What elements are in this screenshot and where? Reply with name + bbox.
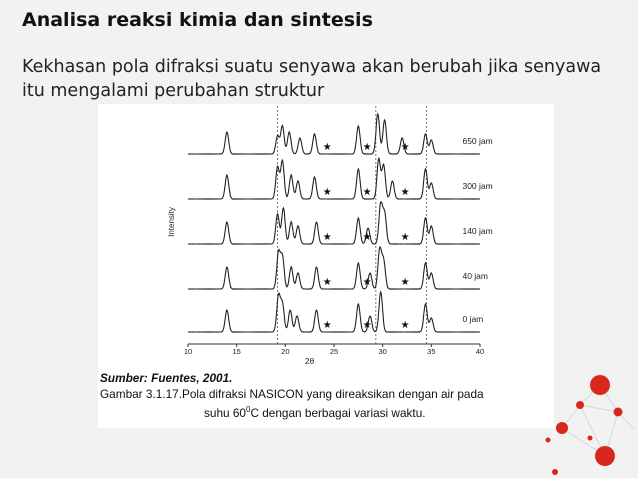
caption-line-temperature: suhu $60^0C$ dengan berbagai variasi waktu.: [204, 405, 426, 420]
star-marker: ★: [400, 277, 410, 288]
x-axis-label: 2θ: [304, 356, 315, 366]
star-marker: ★: [362, 187, 372, 198]
xrd-trace: [188, 202, 480, 244]
star-marker: ★: [322, 142, 332, 153]
trace-label: 650 jam: [462, 136, 493, 146]
x-tick-label: 20: [281, 347, 290, 356]
x-tick-label: 15: [232, 347, 241, 356]
sphere-icon: [546, 438, 551, 443]
caption-line: Gambar 3.1.17.Pola difraksi NASICON yang direaksikan dengan air pada: [100, 387, 484, 401]
star-marker: ★: [362, 142, 372, 153]
xrd-trace: [188, 292, 480, 332]
x-tick-label: 35: [427, 347, 436, 356]
caption-source: Sumber: Fuentes, 2001.: [100, 371, 233, 385]
x-tick-label: 10: [183, 347, 193, 356]
star-marker: ★: [400, 320, 410, 331]
star-marker: ★: [322, 232, 332, 243]
x-tick-label: 30: [378, 347, 387, 356]
trace-label: 300 jam: [462, 181, 493, 191]
xrd-trace: [188, 114, 480, 154]
star-marker: ★: [400, 142, 410, 153]
sphere-icon: [576, 401, 584, 409]
star-marker: ★: [400, 187, 410, 198]
molecule-decoration: [530, 360, 638, 478]
sphere-icon: [552, 469, 558, 475]
sphere-icon: [588, 436, 593, 441]
xrd-trace: [188, 158, 480, 199]
trace-label: 40 jam: [462, 271, 488, 281]
xrd-chart: [98, 104, 554, 370]
star-marker: ★: [362, 232, 372, 243]
y-axis-label: Intensity: [167, 207, 176, 237]
figure-caption: [98, 370, 554, 421]
slide-body: Kekhasan pola difraksi suatu senyawa akan berubah jika senyawa itu mengalami perubahan struktur: [22, 57, 602, 101]
sphere-icon: [614, 408, 623, 417]
star-marker: ★: [322, 320, 332, 331]
star-marker: ★: [362, 277, 372, 288]
sphere-icon: [556, 422, 568, 434]
x-tick-label: 25: [329, 347, 339, 356]
sphere-icon: [590, 375, 610, 395]
star-marker: ★: [400, 232, 410, 243]
trace-label: 0 jam: [462, 314, 484, 324]
sphere-icon: [595, 446, 615, 466]
xrd-trace: [188, 247, 480, 289]
star-marker: ★: [362, 320, 372, 331]
star-marker: ★: [322, 277, 332, 288]
trace-label: 140 jam: [462, 226, 493, 236]
star-marker: ★: [322, 187, 332, 198]
slide-title: Analisa reaksi kimia dan sintesis: [22, 9, 373, 31]
xrd-figure: [98, 104, 554, 428]
x-tick-label: 40: [475, 347, 485, 356]
